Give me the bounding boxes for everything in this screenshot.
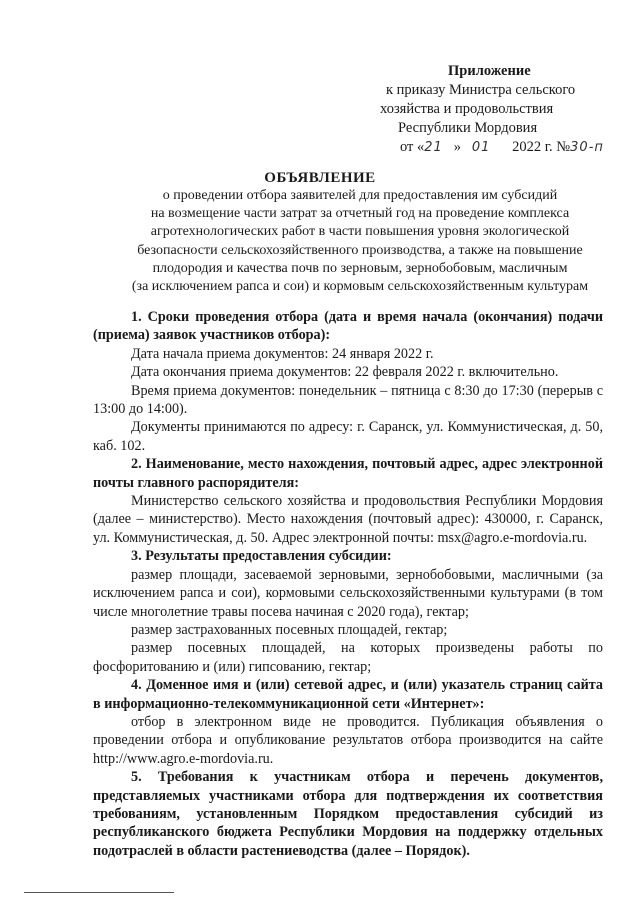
section-3-heading: 3. Результаты предоставления субсидии:	[131, 548, 392, 565]
subtitle-line: безопасности сельскохозяйственного производства, а также на повышение	[137, 242, 583, 258]
subtitle-line: о проведении отбора заявителей для предоставления им субсидий	[162, 188, 558, 203]
paragraph: Дата окончания приема документов: 22 февраля 2022 г. включительно.	[131, 364, 559, 381]
appendix-line: к приказу Министра сельского	[386, 82, 576, 98]
handwritten-day: 21	[424, 140, 443, 155]
paragraph: Время приема документов: понедельник – пятница с 8:30 до 17:30 (перерыв с 13:00 до 14:00).	[93, 382, 603, 418]
announcement-subtitle	[100, 187, 620, 296]
paragraph: размер застрахованных посевных площадей, гектар;	[131, 621, 448, 638]
paragraph: Дата начала приема документов: 24 января 2022 г.	[131, 345, 434, 362]
subtitle-line: (за исключением рапса и сои) и кормовым сельскохозяйственным культурам	[131, 279, 589, 295]
section-4-heading: 4. Доменное имя и (или) сетевой адрес, и (или) указатель страниц сайта в информационно-телекоммуникационной сети «Интернет»:	[93, 677, 603, 712]
announcement-title: ОБЪЯВЛЕНИЕ	[264, 170, 376, 186]
document-body	[93, 308, 603, 860]
subtitle-line: на возмещение части затрат за отчетный год на проведение комплекса	[150, 206, 570, 222]
date-year: 2022 г. №	[512, 139, 571, 155]
paragraph: размер посевных площадей, на которых произведены работы по фосфоритованию и (или) гипсованию, гектар;	[93, 640, 603, 675]
section-2-heading: 2. Наименование, место нахождения, почтовый адрес, адрес электронной почты главного распорядителя:	[93, 456, 603, 491]
appendix-block	[360, 62, 620, 157]
date-mid: »	[453, 139, 461, 155]
paragraph: Документы принимаются по адресу: г. Саранск, ул. Коммунистическая, д. 50, каб. 102.	[93, 419, 603, 454]
handwritten-month: 01	[471, 140, 491, 155]
paragraph: размер площади, засеваемой зерновыми, зернобобовыми, масличными (за исключением рапса и сои), кормовыми сельскохозяйственными культурами (в том числе многолетние травы посева начиная с 2020 года), гектар;	[93, 566, 603, 620]
subtitle-line: агротехнологических работ в части повышения уровня экологической	[150, 224, 570, 240]
subtitle-line: плодородия и качества почв по зерновым, зернобобовым, масличным	[152, 260, 568, 276]
handwritten-number: 30-п	[570, 140, 604, 155]
paragraph: отбор в электронном виде не проводится. Публикация объявления о проведении отбора и опубликование результатов отбора производится на сайте http://www.agro.e-mordovia.ru.	[93, 713, 603, 767]
date-prefix: от «	[400, 139, 425, 155]
section-1-heading: 1. Сроки проведения отбора (дата и время начала (окончания) подачи (приема) заявок участников отбора):	[93, 309, 603, 344]
appendix-title: Приложение	[448, 63, 531, 79]
section-5-heading: 5. Требования к участникам отбора и перечень документов, представляемых участниками отбора для подтверждения их соответствия требованиям, установленным Порядком предоставления субсидий из республиканского бюджета Республики Мордовия на поддержку отдельных подотраслей в области растениеводства (далее – Порядок).	[93, 769, 603, 859]
appendix-date-line	[360, 138, 620, 157]
footnote-divider	[24, 892, 174, 893]
appendix-line: хозяйства и продовольствия	[380, 101, 554, 117]
paragraph: Министерство сельского хозяйства и продовольствия Республики Мордовия (далее – министерство). Место нахождения (почтовый адрес): 430000, г. Саранск, ул. Коммунистическая, д. 50. Адрес электронной почты: msx@agro.e-mordovia.ru.	[93, 493, 603, 546]
appendix-line: Республики Мордовия	[398, 120, 538, 136]
